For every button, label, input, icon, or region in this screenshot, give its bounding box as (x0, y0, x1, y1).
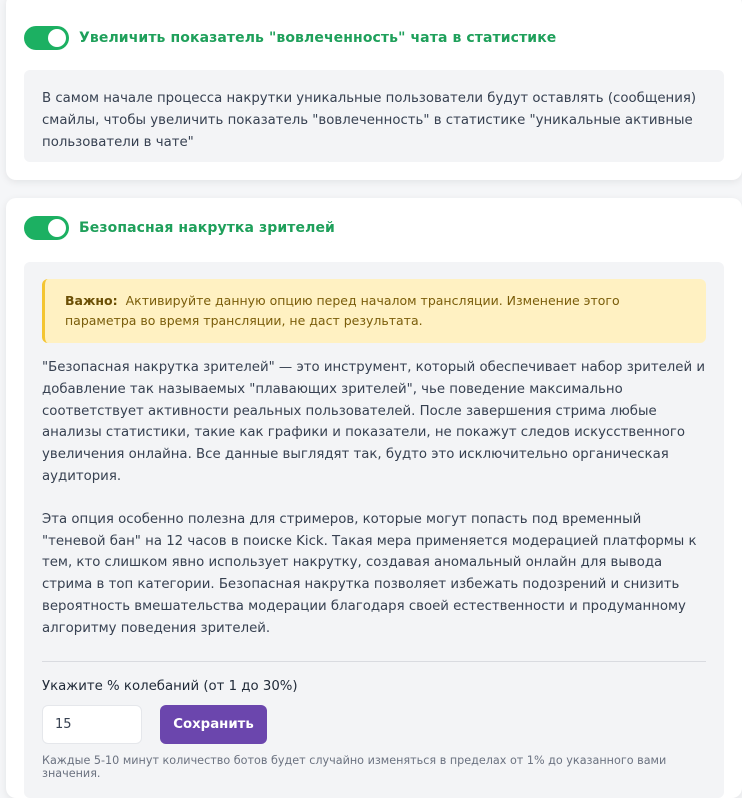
alert-label: Важно: (65, 293, 118, 308)
engagement-toggle[interactable] (24, 26, 69, 50)
toggle-knob (48, 29, 66, 47)
important-alert (42, 279, 706, 343)
safe-views-panel (24, 262, 724, 798)
fluctuation-hint: Каждые 5-10 минут количество ботов будет случайно изменяться в пределах от 1% до указанного вами значения. (42, 753, 667, 780)
engagement-panel (24, 70, 724, 162)
fluctuation-row (42, 705, 706, 744)
toggle-knob (48, 219, 66, 237)
fluctuation-label: Укажите % колебаний (от 1 до 30%) (42, 678, 298, 694)
engagement-description: В самом начале процесса накрутки уникальные пользователи будут оставлять (сообщения) смайлы, чтобы увеличить показатель "вовлеченность" в статистике "уникальные активные пользователи в чате" (42, 91, 697, 150)
fluctuation-input[interactable] (42, 705, 142, 744)
safe-views-title: Безопасная накрутка зрителей (79, 220, 335, 236)
engagement-header (24, 26, 556, 50)
divider (42, 661, 706, 662)
engagement-card (6, 0, 742, 180)
engagement-title: Увеличить показатель "вовлеченность" чата в статистике (79, 30, 557, 46)
description-paragraph-1: "Безопасная накрутка зрителей" — это инструмент, который обеспечивает набор зрителей и добавление так называемых "плавающих зрителей", чье поведение максимально соответствует активности реальных пользователей. После завершения стрима любые анализы статистики, такие как графики и показатели, не покажут следов искусственного увеличения онлайна. Все данные выглядят так, будто это исключительно органическая аудитория. (42, 360, 705, 484)
safe-views-toggle[interactable] (24, 216, 69, 240)
description-paragraph-2: Эта опция особенно полезна для стримеров, которые могут попасть под временный "теневой бан" на 12 часов в поиске Kick. Такая мера применяется модерацией платформы к тем, кто слишком явно использует накрутку, создавая аномальный онлайн для вывода стрима в топ категории. Безопасная накрутка позволяет избежать подозрений и снизить вероятность вмешательства модерации благодаря своей естественности и продуманному алгоритму поведения зрителей. (42, 511, 697, 636)
alert-text: Активируйте данную опцию перед началом трансляции. Изменение этого параметра во время трансляции, не даст результата. (65, 293, 620, 328)
save-button[interactable]: Сохранить (160, 705, 267, 744)
safe-views-header (24, 216, 335, 240)
safe-views-card (6, 198, 742, 798)
